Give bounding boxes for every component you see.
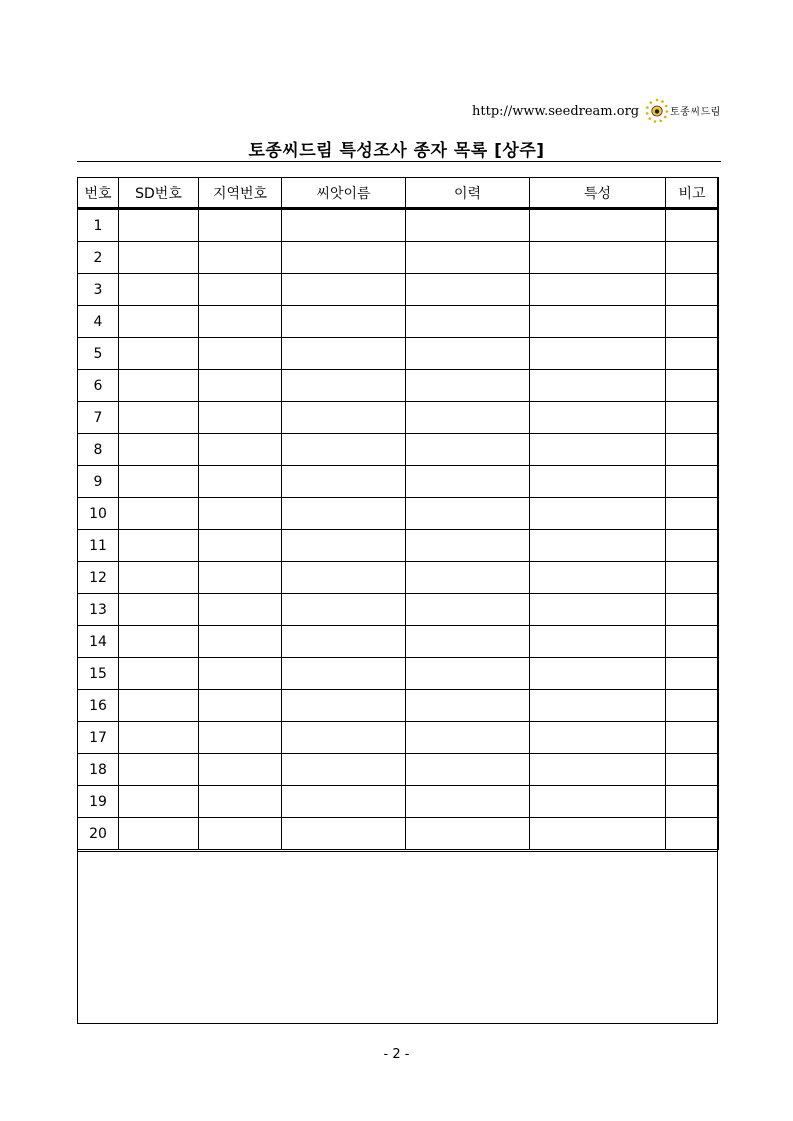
table-row (78, 466, 719, 498)
empty-cell[interactable] (282, 530, 406, 562)
empty-cell[interactable] (530, 594, 666, 626)
table-row (78, 338, 719, 370)
empty-cell[interactable] (406, 498, 530, 530)
empty-cell[interactable] (119, 754, 199, 786)
empty-cell[interactable] (530, 338, 666, 370)
empty-cell[interactable] (666, 818, 719, 850)
title-divider (77, 161, 721, 162)
empty-cell[interactable] (406, 466, 530, 498)
empty-cell[interactable] (199, 658, 282, 690)
empty-cell[interactable] (406, 338, 530, 370)
column-header: 비고 (666, 178, 719, 209)
empty-cell[interactable] (406, 370, 530, 402)
empty-cell[interactable] (199, 274, 282, 306)
empty-cell[interactable] (406, 530, 530, 562)
table-row (78, 242, 719, 274)
table-row (78, 626, 719, 658)
empty-cell[interactable] (406, 722, 530, 754)
empty-cell[interactable] (282, 498, 406, 530)
empty-cell[interactable] (666, 754, 719, 786)
table-row (78, 498, 719, 530)
empty-cell[interactable] (666, 690, 719, 722)
empty-cell[interactable] (282, 562, 406, 594)
row-number-cell: 9 (78, 466, 119, 498)
empty-cell[interactable] (666, 658, 719, 690)
empty-cell[interactable] (666, 274, 719, 306)
empty-cell[interactable] (530, 498, 666, 530)
document-title: 토종씨드림 특성조사 종자 목록 [상주] (248, 141, 545, 161)
empty-cell[interactable] (530, 818, 666, 850)
empty-cell[interactable] (530, 274, 666, 306)
empty-cell[interactable] (199, 209, 282, 242)
empty-cell[interactable] (199, 306, 282, 338)
empty-cell[interactable] (199, 530, 282, 562)
table-row (78, 306, 719, 338)
notes-area[interactable] (77, 851, 717, 1023)
empty-cell[interactable] (119, 466, 199, 498)
empty-cell[interactable] (119, 594, 199, 626)
empty-cell[interactable] (530, 722, 666, 754)
empty-cell[interactable] (406, 690, 530, 722)
empty-cell[interactable] (666, 434, 719, 466)
table-row (78, 594, 719, 626)
empty-cell[interactable] (530, 530, 666, 562)
empty-cell[interactable] (666, 338, 719, 370)
empty-cell[interactable] (666, 402, 719, 434)
empty-cell[interactable] (282, 690, 406, 722)
row-number-cell: 4 (78, 306, 119, 338)
empty-cell[interactable] (666, 242, 719, 274)
empty-cell[interactable] (282, 818, 406, 850)
empty-cell[interactable] (282, 434, 406, 466)
empty-cell[interactable] (406, 562, 530, 594)
empty-cell[interactable] (119, 370, 199, 402)
empty-cell[interactable] (666, 466, 719, 498)
empty-cell[interactable] (119, 434, 199, 466)
empty-cell[interactable] (530, 658, 666, 690)
empty-cell[interactable] (530, 209, 666, 242)
row-number-cell: 1 (78, 209, 119, 242)
seedream-logo (645, 98, 721, 124)
table-row (78, 274, 719, 306)
empty-cell[interactable] (119, 306, 199, 338)
empty-cell[interactable] (666, 530, 719, 562)
empty-cell[interactable] (406, 402, 530, 434)
empty-cell[interactable] (119, 626, 199, 658)
empty-cell[interactable] (282, 754, 406, 786)
table-row (78, 786, 719, 818)
row-number-cell: 11 (78, 530, 119, 562)
empty-cell[interactable] (530, 754, 666, 786)
empty-cell[interactable] (406, 626, 530, 658)
empty-cell[interactable] (282, 274, 406, 306)
row-number-cell: 15 (78, 658, 119, 690)
empty-cell[interactable] (282, 626, 406, 658)
empty-cell[interactable] (282, 786, 406, 818)
column-header: 씨앗이름 (282, 178, 406, 209)
empty-cell[interactable] (666, 594, 719, 626)
empty-cell[interactable] (199, 466, 282, 498)
empty-cell[interactable] (119, 242, 199, 274)
empty-cell[interactable] (282, 722, 406, 754)
empty-cell[interactable] (282, 370, 406, 402)
row-number-cell: 16 (78, 690, 119, 722)
empty-cell[interactable] (406, 242, 530, 274)
empty-cell[interactable] (119, 209, 199, 242)
row-number-cell: 7 (78, 402, 119, 434)
row-number-cell: 6 (78, 370, 119, 402)
empty-cell[interactable] (530, 626, 666, 658)
empty-cell[interactable] (406, 818, 530, 850)
empty-cell[interactable] (282, 209, 406, 242)
row-number-cell: 17 (78, 722, 119, 754)
empty-cell[interactable] (199, 370, 282, 402)
row-number-cell: 12 (78, 562, 119, 594)
table-row (78, 530, 719, 562)
empty-cell[interactable] (119, 562, 199, 594)
seed-logo-icon (645, 98, 669, 124)
row-number-cell: 18 (78, 754, 119, 786)
empty-cell[interactable] (119, 274, 199, 306)
empty-cell[interactable] (406, 786, 530, 818)
empty-cell[interactable] (119, 338, 199, 370)
row-number-cell: 14 (78, 626, 119, 658)
empty-cell[interactable] (530, 562, 666, 594)
table-row (78, 690, 719, 722)
empty-cell[interactable] (282, 306, 406, 338)
empty-cell[interactable] (199, 818, 282, 850)
row-number-cell: 2 (78, 242, 119, 274)
empty-cell[interactable] (199, 786, 282, 818)
empty-cell[interactable] (282, 338, 406, 370)
table-row (78, 402, 719, 434)
column-header: SD번호 (119, 178, 199, 209)
table-row (78, 754, 719, 786)
empty-cell[interactable] (530, 434, 666, 466)
empty-cell[interactable] (119, 722, 199, 754)
empty-cell[interactable] (530, 306, 666, 338)
empty-cell[interactable] (199, 626, 282, 658)
empty-cell[interactable] (406, 306, 530, 338)
row-number-cell: 10 (78, 498, 119, 530)
empty-cell[interactable] (530, 786, 666, 818)
empty-cell[interactable] (530, 370, 666, 402)
empty-cell[interactable] (199, 242, 282, 274)
empty-cell[interactable] (199, 690, 282, 722)
empty-cell[interactable] (119, 690, 199, 722)
table-row (78, 209, 719, 242)
table-row (78, 722, 719, 754)
empty-cell[interactable] (666, 722, 719, 754)
empty-cell[interactable] (282, 242, 406, 274)
empty-cell[interactable] (199, 338, 282, 370)
column-header: 번호 (78, 178, 119, 209)
website-url: http://www.seedream.org (472, 104, 640, 119)
empty-cell[interactable] (406, 754, 530, 786)
table-header-row (78, 178, 719, 209)
empty-cell[interactable] (666, 626, 719, 658)
empty-cell[interactable] (282, 402, 406, 434)
empty-cell[interactable] (199, 722, 282, 754)
empty-cell[interactable] (406, 209, 530, 242)
empty-cell[interactable] (530, 242, 666, 274)
empty-cell[interactable] (199, 498, 282, 530)
empty-cell[interactable] (119, 498, 199, 530)
seed-list-table (77, 177, 719, 850)
empty-cell[interactable] (530, 466, 666, 498)
table-row (78, 562, 719, 594)
empty-cell[interactable] (406, 594, 530, 626)
empty-cell[interactable] (666, 209, 719, 242)
empty-cell[interactable] (119, 530, 199, 562)
empty-cell[interactable] (406, 434, 530, 466)
page-number: - 2 - (383, 1047, 410, 1062)
empty-cell[interactable] (282, 658, 406, 690)
empty-cell[interactable] (666, 306, 719, 338)
empty-cell[interactable] (666, 370, 719, 402)
empty-cell[interactable] (199, 402, 282, 434)
empty-cell[interactable] (666, 562, 719, 594)
empty-cell[interactable] (530, 690, 666, 722)
empty-cell[interactable] (666, 786, 719, 818)
empty-cell[interactable] (199, 594, 282, 626)
table-row (78, 818, 719, 850)
empty-cell[interactable] (530, 402, 666, 434)
row-number-cell: 3 (78, 274, 119, 306)
empty-cell[interactable] (199, 562, 282, 594)
column-header: 지역번호 (199, 178, 282, 209)
logo-wordmark: 토종씨드림 (670, 107, 721, 118)
empty-cell[interactable] (282, 594, 406, 626)
table-row (78, 434, 719, 466)
empty-cell[interactable] (406, 274, 530, 306)
column-header: 특성 (530, 178, 666, 209)
empty-cell[interactable] (119, 402, 199, 434)
table-row (78, 370, 719, 402)
column-header: 이력 (406, 178, 530, 209)
empty-cell[interactable] (282, 466, 406, 498)
empty-cell[interactable] (119, 658, 199, 690)
empty-cell[interactable] (199, 434, 282, 466)
row-number-cell: 20 (78, 818, 119, 850)
row-number-cell: 19 (78, 786, 119, 818)
row-number-cell: 8 (78, 434, 119, 466)
row-number-cell: 5 (78, 338, 119, 370)
empty-cell[interactable] (406, 658, 530, 690)
table-row (78, 658, 719, 690)
empty-cell[interactable] (666, 498, 719, 530)
empty-cell[interactable] (119, 786, 199, 818)
row-number-cell: 13 (78, 594, 119, 626)
empty-cell[interactable] (199, 754, 282, 786)
empty-cell[interactable] (119, 818, 199, 850)
